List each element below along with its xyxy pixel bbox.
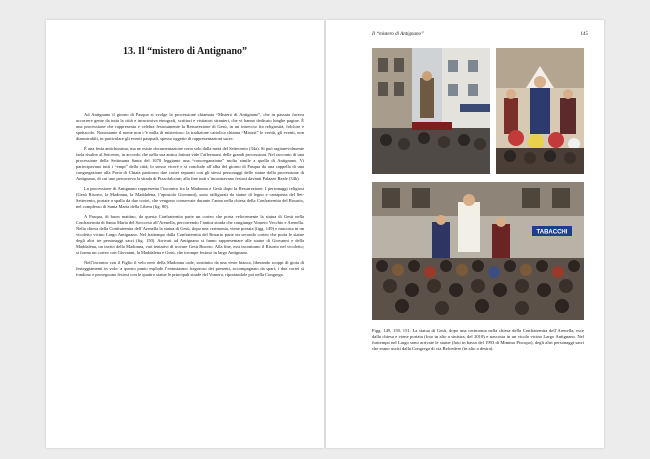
tabacchi-sign: TABACCHI [536,229,568,236]
photo-statues-flowers [496,48,584,174]
paragraph: È una festa antichissima, ma ne esiste documentazione certa solo dalla metà del Settecento (34a). Si può ragionevolmente farla risalire al Seicento, in accordo che nella sua antica fattura vide l’affermarsi delle grandi processioni. Nel racconto di una processione della Settimana Santa del 1670 leggiamo una “concreganzione” molto simile a quella di Antignano. Vi partecipavano tutti i “empi” della città; lo stesso viceré e si conclude all’alba del giorno di Pasqua da una cappella di una congregazione alla Porta di Chiaia partirono due cortei separati con gli stessi personaggi delle statue della processione di Antignano, di cui uno percorreva la strada di Pizzofalcone; alla fine tutti s’incontravano festosi davanti Palazzo Reale (34b). [76,146,304,181]
paragraph: Nell’incontro con il Figlio il velo nero della Madonna cade, sostituito da una veste bianca, liberando scoppi di gioia di festeggiamenti in volo: a questo punto esplode l’entusiasmo fragoroso dei presenti, accompagnato da spari; i due cortei si fondono e proseguono festosi con le quattro statue le principali strade del Vomero, riportandole poi nella Congrega. [76,260,304,277]
running-head: Il “mistero di Antignano” [372,32,424,37]
figure-caption: Figg. 149, 150, 151. La statua di Gesù, dopo una cerimonia nella chiesa della Confraternita dell’Arenella, esce dalla chiesa e viene portata (foto in alto a sinistra, del 2010) e nascosta in un vicolo vicino Largo Antignano. Nel frattempo nel Largo sono arrivate le statue (foto in basso del 1993 di Mimmo Piscopo), degli altri personaggi sacri che erano usciti dalla Congrega di via Belvedere (in alto a destra). [372,328,584,351]
chapter-title: 13. Il “mistero di Antignano” [123,46,247,57]
paragraph: La processione di Antignano rappresenta l’incontro fra la Madonna e Gesù dopo la Resurrezione. I personaggi religiosi (Gesù Risorto, la Madonna, la Maddalena, l’apostolo Giovanni), sono raffigurati da statue di legno e cartapesta del Sei-Settecento, portate a spalla da due cortei, che vengono conservate durante l’anno nella chiesa della Confraternita del Rosario, nel complesso di Santa Maria della Libera (fig. 80). [76,186,304,209]
photo-crowd-largo [372,182,584,320]
right-page [326,20,604,448]
photo-procession-street [372,48,490,174]
left-page [46,20,324,448]
page-number: 145 [580,32,588,37]
paragraph: Ad Antignano il giorno di Pasqua si svolge la processione chiamata “Mistero di Antignano”, che in passato faceva accorrere gente da tutta la città e incuriosiva etnografi, scrittori e visitatori stranieri, che vi hanno dedicato lunghe pagine. È una processione che rappresenta e celebra festosamente la Resurrezione di Gesù, in un intreccio fra religiosità, folclore e spettacolo. Nonostante il nome non c’è nulla di misterioso: la tradizione cattolica chiama “Misteri” le verità, gli eventi, non dimostrabili, in particolare gli eventi pasquali, spesso oggetto di rappresentazioni sacre. [76,112,304,141]
body-text [76,112,304,282]
paragraph: A Pasqua, di buon mattino, da questa Confraternita parte un corteo che porta velocemente la statua di Gesù nella Confraternita di Santa Maria del Soccorso all’Arenella, percorrendo l’antica strada che congiunge Vomero Vecchio e Arenella. Nella chiesa della Confraternita dell’Arenella la statua di Gesù, dopo una cerimonia, viene portata (figg. 149) e nascosta in un vicoletto vicino Largo Antignano. Nel frattempo dalla Confraternita del Rosario parte un secondo corteo che porta le statue degli altri tre personaggi sacri (fig. 150). Arrivati ad Antignano si fanno rappresentare alle statue di Giovanni e della Maddalena, un invito della Madonna, vari tentativi di trovare Gesù Risorto. Alla fine, essi incontrano il Risorto nel vicoletto; si forma un corteo con Giovanni, la Maddalena e Gesù, che irrompe festoso in largo Antignano. [76,214,304,255]
